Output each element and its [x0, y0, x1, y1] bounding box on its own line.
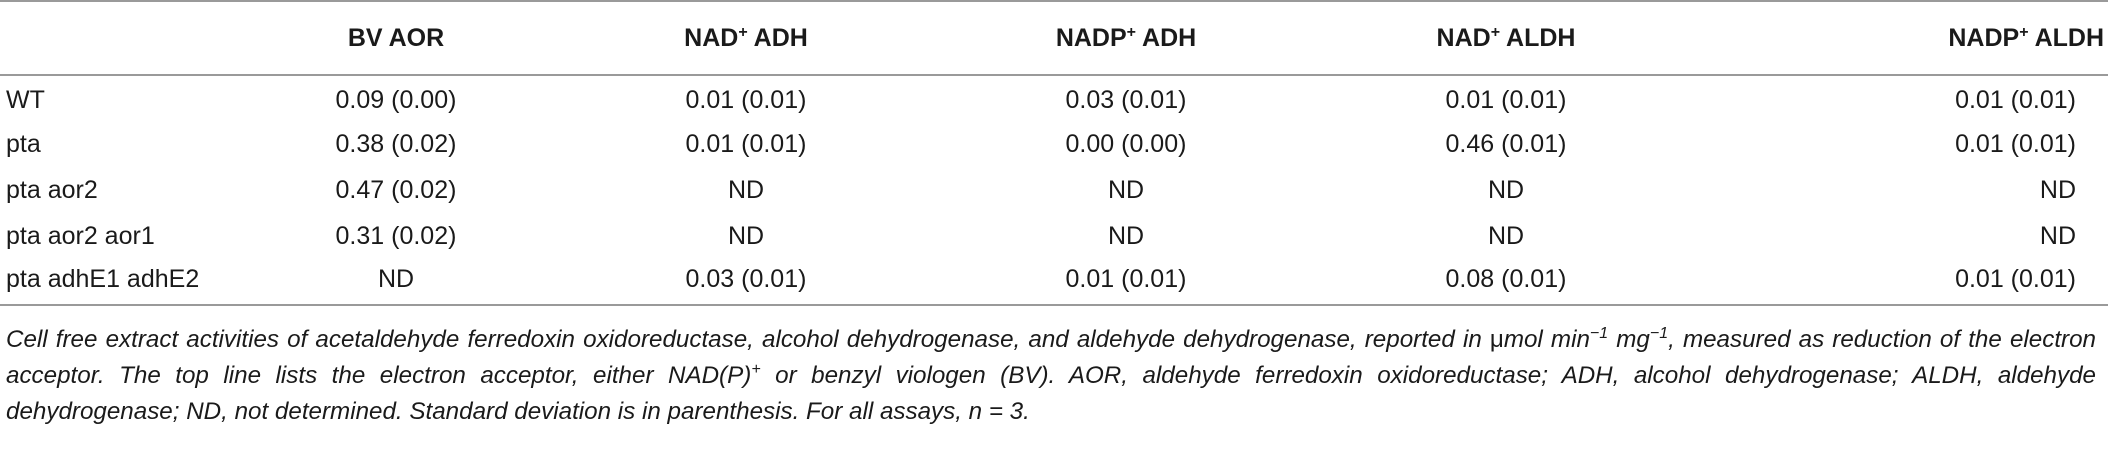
table-cell: ND: [1487, 175, 1525, 204]
header-bv-aor: BV AOR: [236, 1, 556, 75]
table-body: [0, 75, 2108, 305]
table-row: [0, 213, 2108, 259]
table-cell: ND: [2039, 221, 2076, 250]
table-cell: 0.46 (0.01): [1445, 129, 1567, 158]
table-caption: Cell free extract activities of acetaldehyde ferredoxin oxidoreductase, alcohol dehydrogenase, and aldehyde dehydrogenase, reported in μmol $\min^{-1} mg^{-1}$, measured as reduction of the electron acceptor. The top line lists the electron acceptor, either NAD(P)+ or benzyl viologen (BV). AOR, aldehyde ferredoxin oxidoreductase; ADH, alcohol dehydrogenase; ALDH, aldehyde dehydrogenase; ND, not determined. Standard deviation is in parenthesis. For all assays, n = 3.: [6, 325, 2096, 425]
header-nad-aldh: NAD+ ALDH: [1316, 1, 1696, 75]
table-cell: 0.01 (0.01): [1955, 265, 2076, 293]
table-cell: 0.03 (0.01): [685, 265, 807, 293]
row-label: pta aor2: [6, 175, 98, 204]
table-cell: 0.01 (0.01): [685, 86, 807, 114]
table-cell: 0.03 (0.01): [1065, 86, 1187, 114]
header-nadp-adh: NADP+ ADH: [936, 1, 1316, 75]
table-cell: 0.38 (0.02): [335, 129, 457, 158]
header-row-label: [0, 1, 236, 75]
table-cell: ND: [377, 265, 415, 293]
table-cell: ND: [1107, 175, 1145, 204]
row-label: WT: [6, 86, 45, 114]
table-row: [0, 121, 2108, 167]
table-cell: 0.01 (0.01): [1065, 265, 1187, 293]
table-header: [0, 1, 2108, 75]
table-cell: ND: [1487, 221, 1525, 250]
table-cell: 0.01 (0.01): [1445, 86, 1567, 114]
table-cell: ND: [2039, 175, 2076, 204]
table-row: [0, 259, 2108, 305]
header-nad-adh: NAD+ ADH: [556, 1, 936, 75]
table-cell: 0.08 (0.01): [1445, 265, 1567, 293]
row-label: pta adhE1 adhE2: [6, 265, 200, 293]
table-cell: 0.00 (0.00): [1065, 129, 1187, 158]
table-cell: ND: [727, 221, 765, 250]
table-cell: 0.01 (0.01): [1955, 86, 2076, 114]
row-label: pta aor2 aor1: [6, 221, 155, 250]
table-row: [0, 167, 2108, 213]
header-nadp-aldh: NADP+ ALDH: [1696, 1, 2108, 75]
table-row: [0, 75, 2108, 121]
header-row: [0, 1, 2108, 75]
row-label: pta: [6, 129, 41, 158]
table-cell: 0.31 (0.02): [335, 221, 457, 250]
table-cell: 0.01 (0.01): [685, 129, 807, 158]
table-cell: 0.47 (0.02): [335, 175, 457, 204]
table-cell: 0.09 (0.00): [335, 86, 457, 114]
table-cell: 0.01 (0.01): [1955, 129, 2076, 158]
table-cell: ND: [1107, 221, 1145, 250]
table-cell: ND: [727, 175, 765, 204]
